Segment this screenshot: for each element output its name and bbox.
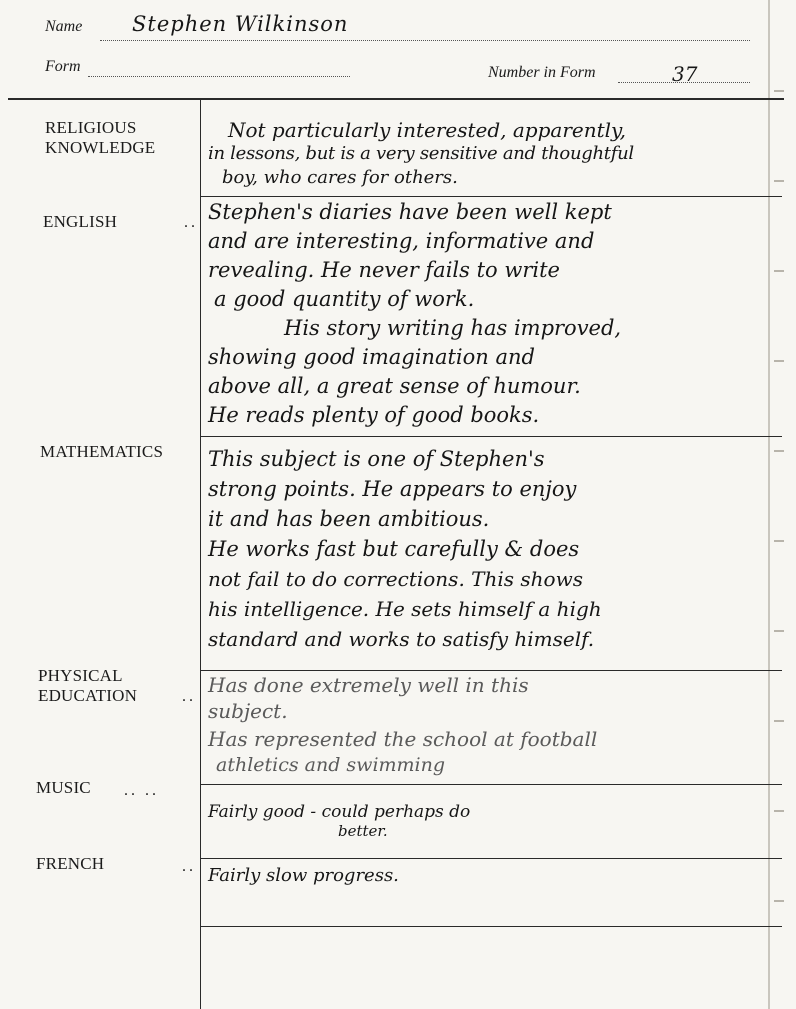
comment-line: his intelligence. He sets himself a high [208, 597, 602, 621]
table-top-rule [8, 98, 784, 100]
comment-mathematics [208, 444, 783, 654]
comment-line: strong points. He appears to enjoy [208, 477, 577, 501]
leader-dots: .. .. [124, 782, 159, 799]
row-divider [200, 196, 782, 197]
comment-line: Stephen's diaries have been well kept [208, 200, 612, 224]
number-in-form-value: 37 [672, 62, 698, 86]
comment-line: better. [338, 822, 388, 840]
comment-line: This subject is one of Stephen's [208, 447, 545, 471]
comment-line: He works fast but carefully & does [208, 537, 580, 561]
comment-line: Fairly slow progress. [208, 865, 399, 886]
leader-dots: .. [182, 858, 196, 875]
comment-line: standard and works to satisfy himself. [208, 627, 595, 651]
comment-line: Has represented the school at football [208, 727, 598, 751]
subject-religious-knowledge: RELIGIOUS KNOWLEDGE [45, 118, 156, 157]
comment-line: Not particularly interested, apparently, [228, 118, 627, 142]
comment-line: revealing. He never fails to write [208, 258, 560, 282]
comment-line: Has done extremely well in this [208, 673, 529, 697]
subject-english: ENGLISH [43, 212, 118, 231]
comment-line: showing good imagination and [208, 345, 535, 369]
row-divider [200, 858, 782, 859]
comment-line: a good quantity of work. [214, 287, 475, 311]
comment-line: He reads plenty of good books. [208, 403, 540, 427]
comment-line: and are interesting, informative and [208, 229, 595, 253]
comment-line: Fairly good - could perhaps do [208, 802, 471, 822]
leader-dots: .. [184, 214, 198, 231]
subject-mathematics: MATHEMATICS [40, 442, 164, 461]
form-rule [88, 76, 350, 77]
comment-religious-knowledge [208, 118, 783, 190]
row-divider [200, 670, 782, 671]
comment-line: it and has been ambitious. [208, 507, 490, 531]
column-divider [200, 100, 201, 1009]
row-divider [200, 926, 782, 927]
subject-physical-education: PHYSICAL EDUCATION [38, 666, 138, 705]
number-in-form-label: Number in Form [488, 64, 596, 81]
comment-line: not fail to do corrections. This shows [208, 567, 583, 591]
comment-line: athletics and swimming [216, 754, 446, 776]
comment-line: boy, who cares for others. [222, 167, 458, 188]
form-label: Form [45, 58, 81, 75]
name-value: Stephen Wilkinson [132, 12, 349, 36]
comment-english [208, 198, 783, 430]
row-divider [200, 784, 782, 785]
comment-line: subject. [208, 699, 288, 723]
leader-dots: .. [182, 688, 196, 705]
comment-line: His story writing has improved, [284, 316, 622, 340]
name-label: Name [45, 18, 83, 35]
comment-line: above all, a great sense of humour. [208, 374, 581, 398]
comment-line: in lessons, but is a very sensitive and thoughtful [208, 143, 634, 164]
subject-music: MUSIC [36, 778, 91, 797]
comment-music [208, 802, 783, 840]
comment-french [208, 864, 783, 888]
name-rule [100, 40, 750, 41]
comment-physical-education [208, 672, 783, 776]
subject-french: FRENCH [36, 854, 105, 873]
row-divider [200, 436, 782, 437]
